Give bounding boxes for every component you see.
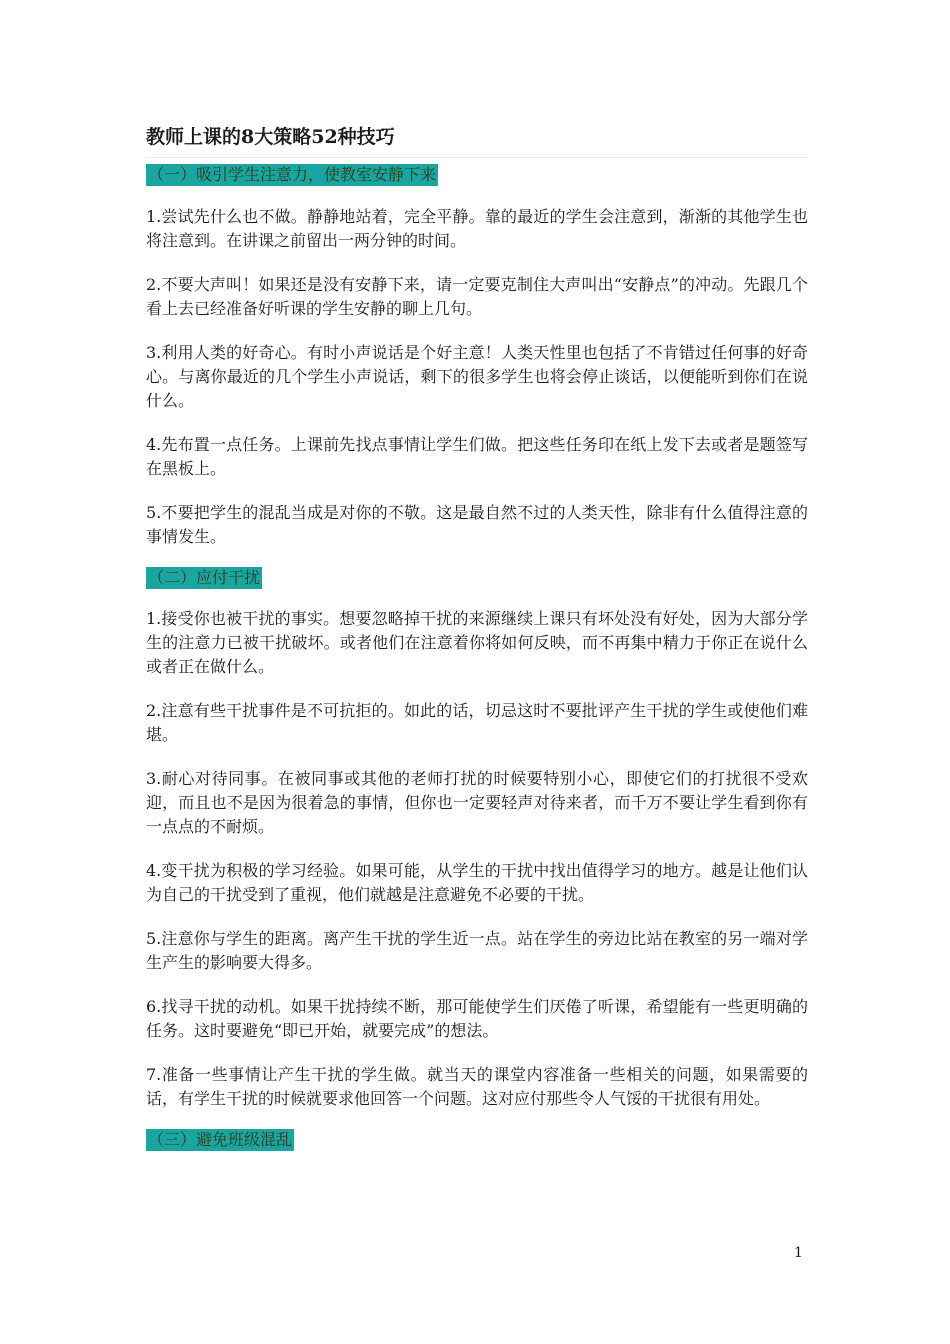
paragraph-2-7: 7.准备一些事情让产生干扰的学生做。就当天的课堂内容准备一些相关的问题，如果需要的话，有学生干扰的时候就要求他回答一个问题。这对应付那些令人气馁的干扰很有用处。: [146, 1065, 808, 1108]
paragraph-1-3: 3.利用人类的好奇心。有时小声说话是个好主意！人类天性里也包括了不肯错过任何事的好奇心。与离你最近的几个学生小声说话，剩下的很多学生也将会停止谈话，以便能听到你们在说什么。: [146, 343, 808, 410]
section-heading-1: [146, 164, 808, 186]
paragraph-2-2: 2.注意有些干扰事件是不可抗拒的。如此的话，切忌这时不要批评产生干扰的学生或使他们难堪。: [146, 701, 808, 744]
paragraph-1-1: 1.尝试先什么也不做。静静地站着，完全平静。靠的最近的学生会注意到，渐渐的其他学生也将注意到。在讲课之前留出一两分钟的时间。: [146, 207, 808, 250]
paragraph-2-1: 1.接受你也被干扰的事实。想要忽略掉干扰的来源继续上课只有坏处没有好处，因为大部分学生的注意力已被干扰破坏。或者他们在注意着你将如何反映，而不再集中精力于你正在说什么或者正在做什么。: [146, 609, 808, 676]
paragraph-2-6: 6.找寻干扰的动机。如果干扰持续不断，那可能使学生们厌倦了听课，希望能有一些更明确的任务。这时要避免“即已开始，就要完成”的想法。: [146, 997, 808, 1040]
paragraph-1-2: 2.不要大声叫！如果还是没有安静下来，请一定要克制住大声叫出“安静点”的冲动。先跟几个看上去已经准备好听课的学生安静的聊上几句。: [146, 275, 808, 318]
section-heading-3-text: （三）避免班级混乱: [148, 1130, 293, 1149]
section-heading-1-text: （一）吸引学生注意力，使教室安静下来: [148, 165, 437, 184]
paragraph-2-3: 3.耐心对待同事。在被同事或其他的老师打扰的时候要特别小心，即使它们的打扰很不受欢迎，而且也不是因为很着急的事情，但你也一定要轻声对待来者，而千万不要让学生看到你有一点点的不耐烦。: [146, 769, 808, 836]
paragraph-1-5: 5.不要把学生的混乱当成是对你的不敬。这是最自然不过的人类天性，除非有什么值得注意的事情发生。: [146, 503, 808, 546]
section-heading-3: [146, 1129, 808, 1151]
paragraph-2-4: 4.变干扰为积极的学习经验。如果可能，从学生的干扰中找出值得学习的地方。越是让他们认为自己的干扰受到了重视，他们就越是注意避免不必要的干扰。: [146, 861, 808, 904]
page-number: 1: [794, 1245, 803, 1261]
document-page: [146, 124, 808, 1151]
paragraph-1-4: 4.先布置一点任务。上课前先找点事情让学生们做。把这些任务印在纸上发下去或者是题签写在黑板上。: [146, 435, 808, 478]
section-heading-2-text: （二）应付干扰: [148, 568, 261, 587]
paragraph-2-5: 5.注意你与学生的距离。离产生干扰的学生近一点。站在学生的旁边比站在教室的另一端对学生产生的影响要大得多。: [146, 929, 808, 972]
document-title: 教师上课的8大策略52种技巧: [146, 124, 808, 158]
section-heading-2: [146, 567, 808, 589]
